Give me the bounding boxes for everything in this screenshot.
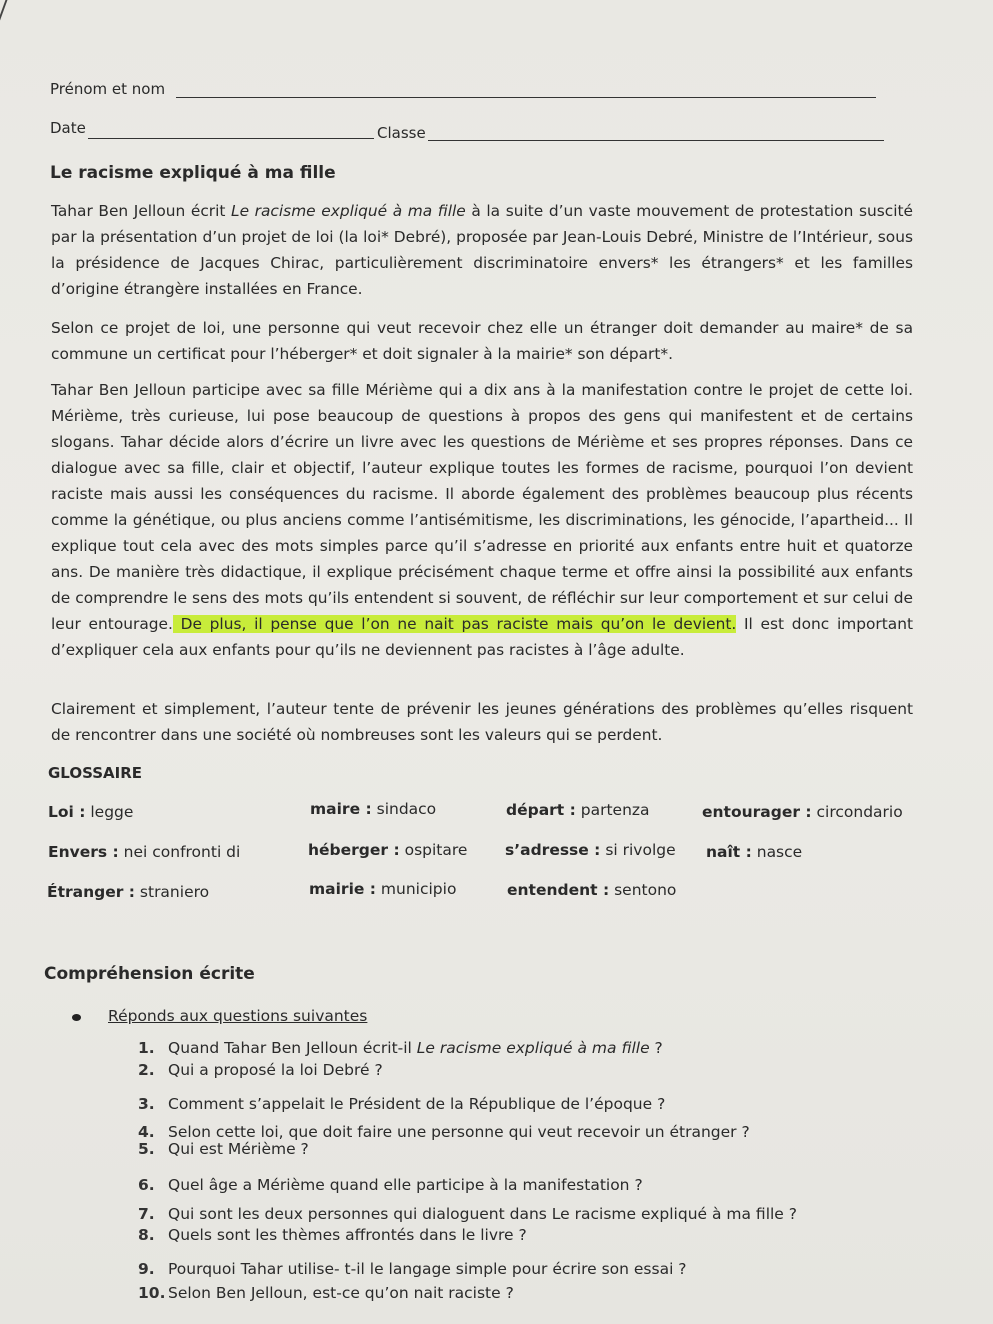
glossary-entry: départ : partenza — [506, 801, 650, 819]
p1-text-b: à la suite d’un vaste mouvement de protestation suscité par la présentation d’un projet de loi (la loi* Debré), proposée par Jean-Louis Debré, Ministre de l’Intérieur, sous la présidence de Jacques Chirac, particulièrement discriminatoire envers* les étrangers* et les familles d’origine étrangère installées en France. — [51, 202, 913, 298]
author-paragraph — [51, 377, 913, 663]
law-paragraph: Selon ce projet de loi, une personne qui veut recevoir chez elle un étranger doit demander au maire* de sa commune un certificat pour l’héberger* et doit signaler à la mairie* son départ*. — [51, 319, 913, 363]
highlighted-sentence: De plus, il pense que l’on ne nait pas raciste mais qu’on le devient. — [172, 615, 737, 633]
question-item: 4. Selon cette loi, que doit faire une personne qui veut recevoir un étranger ? — [138, 1123, 750, 1141]
question-item: 9. Pourquoi Tahar utilise- t-il le langage simple pour écrire son essai ? — [138, 1260, 687, 1278]
glossary-entry: Loi : legge — [48, 803, 134, 821]
question-item: 6. Quel âge a Mérième quand elle participe à la manifestation ? — [138, 1176, 643, 1194]
p1-text-a: Tahar Ben Jelloun écrit — [51, 202, 232, 220]
glossary-entry: mairie : municipio — [309, 880, 457, 898]
name-field[interactable] — [176, 97, 876, 98]
p3-text-b: Il est donc important d’expliquer cela aux enfants pour qu’ils ne deviennent pas racistes à l’âge adulte. — [51, 615, 913, 659]
date-label: Date — [50, 119, 86, 137]
question-item: 10. Selon Ben Jelloun, est-ce qu’on nait raciste ? — [138, 1284, 514, 1302]
instruction-text: Réponds aux questions suivantes — [108, 1007, 368, 1025]
glossary-entry: entourager : circondario — [702, 803, 903, 821]
glossary-entry: maire : sindaco — [310, 800, 437, 818]
intro-paragraph — [51, 198, 913, 302]
glossary-entry: s’adresse : si rivolge — [505, 841, 676, 859]
name-label: Prénom et nom — [50, 80, 166, 98]
p3-text-a: Tahar Ben Jelloun participe avec sa fille Mérième qui a dix ans à la manifestation contre le projet de cette loi. Mérième, très curieuse, lui pose beaucoup de questions à propos des gens qui manifestent et de certains slogans. Tahar décide alors d’écrire un livre avec les questions de Mérième et ses propres réponses. Dans ce dialogue avec sa fille, clair et objectif, l’auteur explique toutes les formes de racisme, pourquoi l’on devient raciste mais aussi les conséquences du racisme. Il aborde également des problèmes beaucoup plus récents comme la génétique, ou plus anciens comme l’antisémitisme, les discriminations, les génocide, l’apartheid... Il explique tout cela avec des mots simples parce qu’il s’adresse en priorité aux enfants entre huit et quatorze ans. De manière très didactique, il explique précisément chaque terme et offre ainsi la possibilité aux enfants de comprendre le sens des mots qu’ils entendent si souvent, de réfléchir sur leur comportement et sur celui de leur entourage. — [51, 381, 913, 633]
question-item: 7. Qui sont les deux personnes qui dialoguent dans Le racisme expliqué à ma fille ? — [138, 1205, 797, 1223]
page-title: Le racisme expliqué à ma fille — [50, 163, 336, 183]
glossary-entry: Étranger : straniero — [47, 883, 210, 901]
bullet-icon — [72, 1014, 81, 1021]
conclusion-paragraph: Clairement et simplement, l’auteur tente de prévenir les jeunes générations des problèmes qu’elles risquent de rencontrer dans une société où nombreuses sont les valeurs qui se perdent. — [51, 700, 913, 744]
class-label: Classe — [377, 124, 426, 142]
question-item: 1. Quand Tahar Ben Jelloun écrit-il Le racisme expliqué à ma fille ? — [138, 1039, 663, 1057]
date-field[interactable] — [88, 138, 374, 139]
glossary-entry: entendent : sentono — [507, 881, 677, 899]
p1-book-title: Le racisme expliqué à ma fille — [231, 202, 466, 220]
question-item: 8. Quels sont les thèmes affrontés dans le livre ? — [138, 1226, 527, 1244]
glossary-entry: héberger : ospitare — [308, 841, 468, 859]
staple-mark — [0, 0, 27, 30]
class-field[interactable] — [428, 140, 884, 141]
question-item: 3. Comment s’appelait le Président de la République de l’époque ? — [138, 1095, 666, 1113]
comprehension-heading: Compréhension écrite — [44, 964, 255, 984]
glossary-entry: Envers : nei confronti di — [48, 843, 241, 861]
glossary-heading: GLOSSAIRE — [48, 764, 143, 782]
question-item: 2. Qui a proposé la loi Debré ? — [138, 1061, 383, 1079]
glossary-entry: naît : nasce — [706, 843, 803, 861]
question-item: 5. Qui est Mérième ? — [138, 1140, 309, 1158]
